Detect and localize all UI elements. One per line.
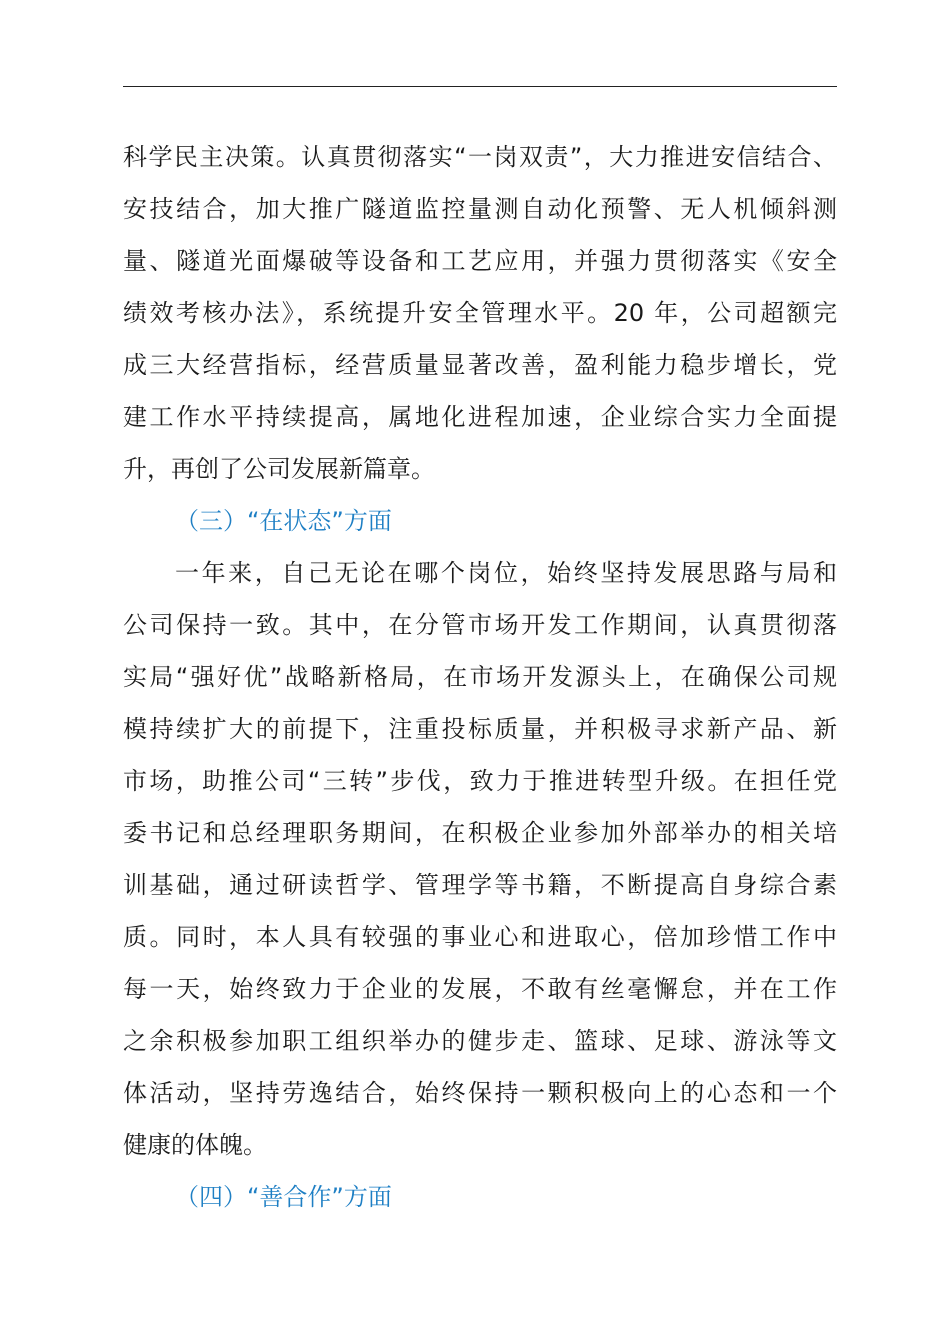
- text-line: 之余积极参加职工组织举办的健步走、篮球、足球、游泳等文: [123, 1027, 837, 1055]
- text-line: 一年来，自己无论在哪个岗位，始终坚持发展思路与局和: [175, 559, 837, 587]
- text-line: 成三大经营指标，经营质量显著改善，盈利能力稳步增长，党: [123, 351, 837, 379]
- text-line: 体活动，坚持劳逸结合，始终保持一颗积极向上的心态和一个: [123, 1079, 837, 1107]
- text-line: 委书记和总经理职务期间，在积极企业参加外部举办的相关培: [123, 819, 837, 847]
- paragraph-1: [123, 131, 837, 495]
- section-heading-3: （三）“在状态”方面: [175, 507, 392, 535]
- text-line: 健康的体魄。: [123, 1131, 267, 1159]
- text-line: 量、隧道光面爆破等设备和工艺应用，并强力贯彻落实《安全: [123, 247, 837, 275]
- document-body: [123, 131, 837, 1223]
- text-line: 训基础，通过研读哲学、管理学等书籍，不断提高自身综合素: [123, 871, 837, 899]
- section-heading-4: （四）“善合作”方面: [175, 1183, 392, 1211]
- text-line: 实局“强好优”战略新格局，在市场开发源头上，在确保公司规: [123, 663, 837, 691]
- paragraph-2: [123, 547, 837, 1171]
- text-line: 市场，助推公司“三转”步伐，致力于推进转型升级。在担任党: [123, 767, 837, 795]
- text-line: 公司保持一致。其中，在分管市场开发工作期间，认真贯彻落: [123, 611, 837, 639]
- header-rule: [123, 86, 837, 87]
- text-line: 模持续扩大的前提下，注重投标质量，并积极寻求新产品、新: [123, 715, 837, 743]
- text-line: 质。同时，本人具有较强的事业心和进取心，倍加珍惜工作中: [123, 923, 837, 951]
- text-line: 升，再创了公司发展新篇章。: [123, 455, 435, 483]
- text-line: 建工作水平持续提高，属地化进程加速，企业综合实力全面提: [123, 403, 837, 431]
- text-line: 绩效考核办法》，系统提升安全管理水平。20 年，公司超额完: [123, 299, 837, 327]
- text-line: 安技结合，加大推广隧道监控量测自动化预警、无人机倾斜测: [123, 195, 837, 223]
- text-line: 科学民主决策。认真贯彻落实“一岗双责”，大力推进安信结合、: [123, 143, 837, 171]
- text-line: 每一天，始终致力于企业的发展，不敢有丝毫懈怠，并在工作: [123, 975, 837, 1003]
